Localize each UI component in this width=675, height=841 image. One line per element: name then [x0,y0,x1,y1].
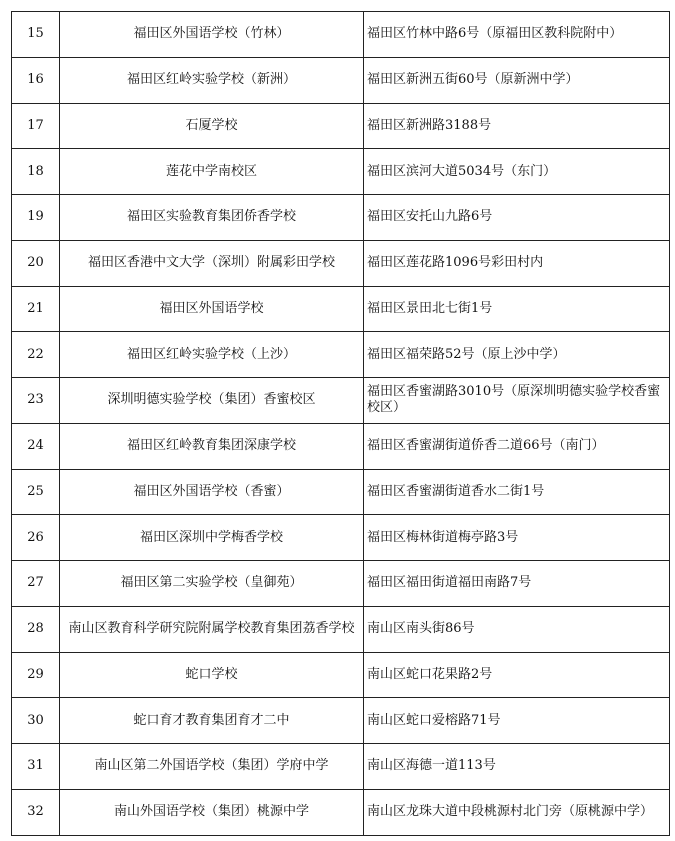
row-number-cell: 24 [12,423,60,469]
row-number-cell: 19 [12,195,60,241]
school-name-cell: 福田区第二实验学校（皇御苑） [60,561,364,607]
school-address-cell: 福田区福田街道福田南路7号 [364,561,670,607]
table-row [12,698,670,744]
table-row [12,12,670,58]
school-address-table [11,11,670,836]
row-number-cell: 18 [12,149,60,195]
school-address-cell: 福田区安托山九路6号 [364,195,670,241]
school-address-cell: 福田区竹林中路6号（原福田区教科院附中） [364,12,670,58]
table-row [12,515,670,561]
table-row [12,469,670,515]
row-number-cell: 29 [12,652,60,698]
school-address-cell: 福田区景田北七街1号 [364,286,670,332]
school-name-cell: 深圳明德实验学校（集团）香蜜校区 [60,378,364,424]
school-address-cell: 南山区蛇口爱榕路71号 [364,698,670,744]
school-address-cell: 南山区海德一道113号 [364,744,670,790]
table-row [12,332,670,378]
school-address-cell: 福田区福荣路52号（原上沙中学） [364,332,670,378]
table-row [12,606,670,652]
school-name-cell: 南山区教育科学研究院附属学校教育集团荔香学校 [60,606,364,652]
school-name-cell: 福田区红岭实验学校（上沙） [60,332,364,378]
school-address-cell: 南山区蛇口花果路2号 [364,652,670,698]
school-name-cell: 福田区红岭教育集团深康学校 [60,423,364,469]
school-address-cell: 福田区滨河大道5034号（东门） [364,149,670,195]
school-name-cell: 南山外国语学校（集团）桃源中学 [60,789,364,835]
row-number-cell: 22 [12,332,60,378]
table-row [12,378,670,424]
table-row [12,744,670,790]
school-name-cell: 石厦学校 [60,103,364,149]
row-number-cell: 26 [12,515,60,561]
school-name-cell: 福田区外国语学校 [60,286,364,332]
row-number-cell: 20 [12,240,60,286]
row-number-cell: 15 [12,12,60,58]
school-address-cell: 福田区香蜜湖街道侨香二道66号（南门） [364,423,670,469]
school-name-cell: 福田区实验教育集团侨香学校 [60,195,364,241]
table-row [12,286,670,332]
school-address-cell: 福田区莲花路1096号彩田村内 [364,240,670,286]
table-row [12,57,670,103]
school-name-cell: 福田区深圳中学梅香学校 [60,515,364,561]
row-number-cell: 17 [12,103,60,149]
row-number-cell: 21 [12,286,60,332]
table-row [12,149,670,195]
school-name-cell: 福田区香港中文大学（深圳）附属彩田学校 [60,240,364,286]
school-name-cell: 莲花中学南校区 [60,149,364,195]
school-name-cell: 福田区外国语学校（香蜜） [60,469,364,515]
row-number-cell: 23 [12,378,60,424]
table-row [12,789,670,835]
table-row [12,561,670,607]
school-address-cell: 福田区香蜜湖街道香水二街1号 [364,469,670,515]
row-number-cell: 30 [12,698,60,744]
row-number-cell: 27 [12,561,60,607]
row-number-cell: 32 [12,789,60,835]
school-address-cell: 福田区新洲路3188号 [364,103,670,149]
school-address-cell: 福田区梅林街道梅亭路3号 [364,515,670,561]
row-number-cell: 25 [12,469,60,515]
table-row [12,195,670,241]
table-body [12,12,670,836]
row-number-cell: 28 [12,606,60,652]
school-address-cell: 福田区新洲五街60号（原新洲中学） [364,57,670,103]
table-row [12,240,670,286]
school-address-cell: 福田区香蜜湖路3010号（原深圳明德实验学校香蜜校区） [364,378,670,424]
school-name-cell: 蛇口学校 [60,652,364,698]
school-name-cell: 南山区第二外国语学校（集团）学府中学 [60,744,364,790]
table-row [12,423,670,469]
table-row [12,652,670,698]
row-number-cell: 31 [12,744,60,790]
school-address-cell: 南山区龙珠大道中段桃源村北门旁（原桃源中学） [364,789,670,835]
school-name-cell: 福田区外国语学校（竹林） [60,12,364,58]
school-address-cell: 南山区南头街86号 [364,606,670,652]
school-name-cell: 福田区红岭实验学校（新洲） [60,57,364,103]
row-number-cell: 16 [12,57,60,103]
school-name-cell: 蛇口育才教育集团育才二中 [60,698,364,744]
table-row [12,103,670,149]
